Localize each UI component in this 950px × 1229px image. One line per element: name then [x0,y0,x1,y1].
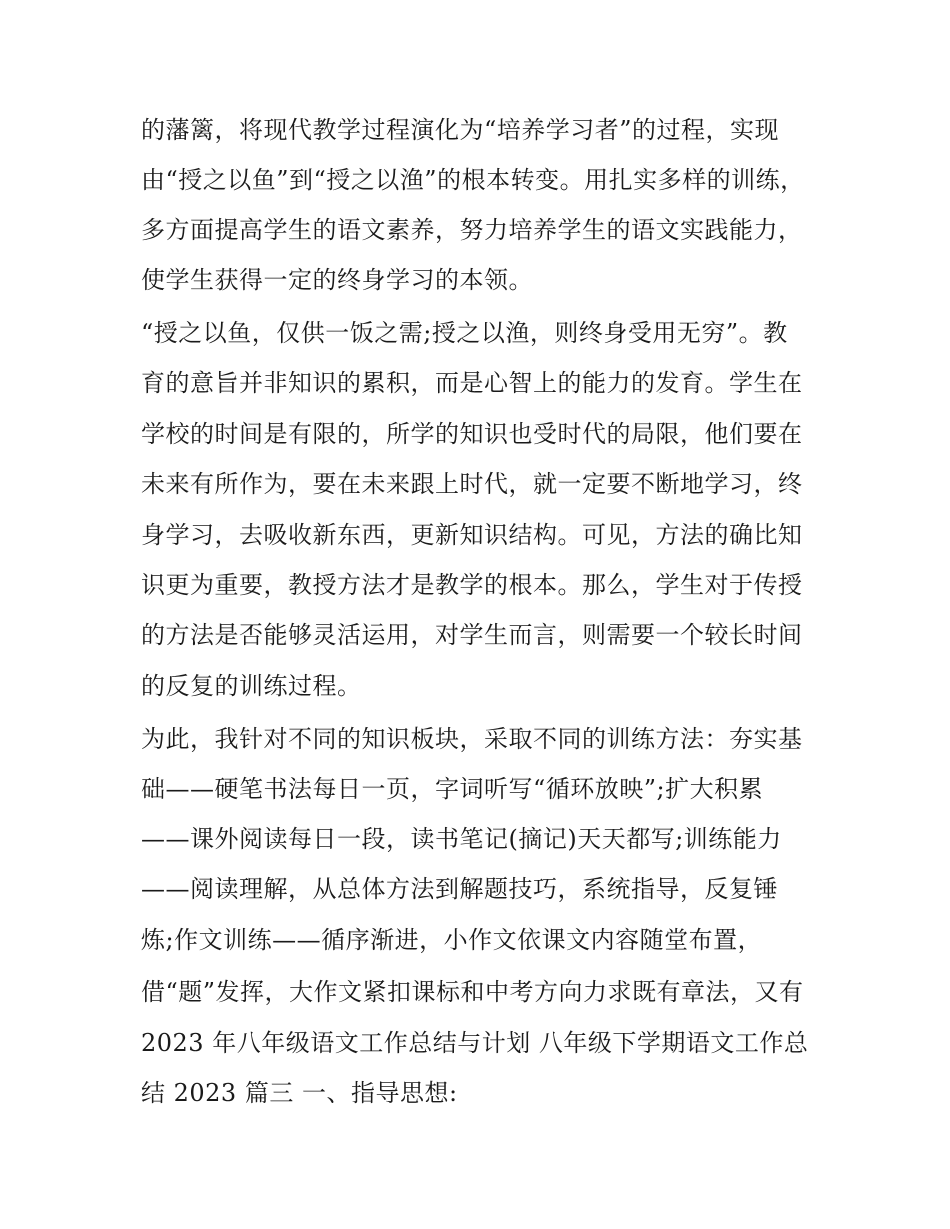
text-line: 由“授之以鱼”到“授之以渔”的根本转变。用扎实多样的训练， [141,166,805,194]
text-line: 身学习，去吸收新东西，更新知识结构。可见，方法的确比知 [141,521,803,549]
text-line: 识更为重要，教授方法才是教学的根本。那么，学生对于传授 [141,571,803,599]
text-line: 的方法是否能够灵活运用，对学生而言，则需要一个较长时间 [141,621,803,649]
text-line: 为此，我针对不同的知识板块，采取不同的训练方法：夯实基 [141,725,803,753]
text-line: 使学生获得一定的终身学习的本领。 [141,266,533,294]
text-line: 结 2023 篇三 一、指导思想: [141,1079,458,1107]
text-line: 未来有所作为，要在未来跟上时代，就一定要不断地学习，终 [141,470,803,498]
text-line: 的藩篱，将现代教学过程演化为“培养学习者”的过程，实现 [141,116,780,144]
text-line: ——课外阅读每日一段，读书笔记(摘记)天天都写;训练能力 [141,825,782,853]
text-line: 学校的时间是有限的，所学的知识也受时代的局限，他们要在 [141,420,803,448]
text-line: 础——硬笔书法每日一页，字词听写“循环放映”;扩大积累 [141,775,764,803]
text-line: 借“题”发挥，大作文紧扣课标和中考方向力求既有章法，又有 [141,978,804,1006]
text-line: 的反复的训练过程。 [141,672,362,700]
text-line: 多方面提高学生的语文素养，努力培养学生的语文实践能力， [141,216,803,244]
text-line: “授之以鱼，仅供一饭之需;授之以渔，则终身受用无穷”。教 [141,319,788,347]
text-line: 炼;作文训练——循序渐进，小作文依课文内容随堂布置， [141,926,763,954]
text-line: ——阅读理解，从总体方法到解题技巧，系统指导，反复锤 [141,875,778,903]
text-line: 育的意旨并非知识的累积，而是心智上的能力的发育。学生在 [141,369,803,397]
text-line: 2023 年八年级语文工作总结与计划 八年级下学期语文工作总 [141,1029,809,1057]
